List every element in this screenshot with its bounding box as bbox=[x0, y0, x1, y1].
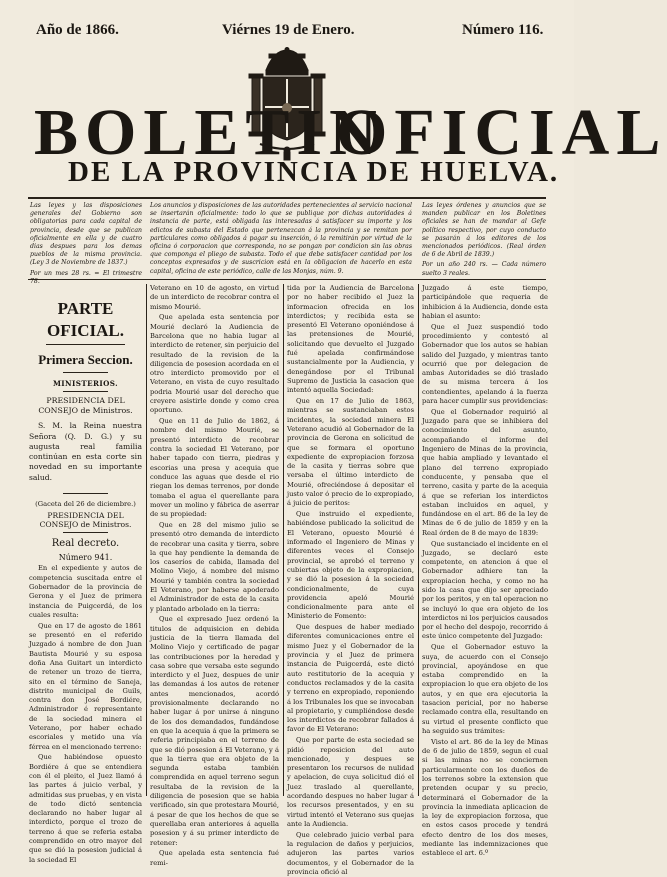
column-rule bbox=[283, 284, 284, 796]
paragraph: Que habiéndose opuesto Bordiére á que se entendiera con él el pleito, el Juez llamó á las partes á juicio verbal, y admitidas sus pruebas, y en vista de todo dictó sentencia declarando no haber lugar al interdicto, porque el trozo de terreno á que se referia estaba comprendido en otro mayor del que se dió la posesion judicial á la sociedad El bbox=[29, 753, 142, 864]
heading-primera-seccion: Primera Seccion. bbox=[38, 352, 133, 367]
paragraph: tida por la Audiencia de Barcelona por no haber recibido el Juez la informacion ofrecida en los interdictos; y recibida esta se presentó El Veterano oponiéndose á las pretensiones de Mourié, solicitando que devuelto el Juzgado fué apelada confirmándose sustancialmente por la Audiencia, y denegándose por el Tribunal Supremo de Justicia la casacion que intentó aquella Sociedad: bbox=[287, 284, 414, 395]
decree-number: Número 941. bbox=[58, 552, 113, 562]
heading-presidencia-2: PRESIDENCIA DEL CONSEJO de Ministros. bbox=[39, 510, 132, 530]
column-1 bbox=[29, 284, 142, 864]
paragraph: Que instruido el expediente, habiéndose publicado la solicitud de El Veterano, opuesto Mourié é informado el Ingeniero de Minas y diferentes veces el Consejo provincial, se aprobó el terreno y cubiertas objeto de la expropiacion, y se dió la posesion á la sociedad condicionalmente, de cuya providencia apeló Mourié condicionalmente para ante el Ministerio de Fomento: bbox=[287, 510, 414, 621]
heading-real-decreto: Real decreto. bbox=[51, 538, 120, 550]
masthead-orders-notice bbox=[422, 202, 546, 278]
subtitle-provincia: DE LA PROVINCIA DE HUELVA. bbox=[68, 156, 560, 188]
paragraph: Que en 28 del mismo julio se presentó otro demanda de interdicto de recobrar una casita y tierra, sobre la que hay pendiente la demanda de los caseríos de cabida, llamada del Molino Viejo, á nombre del mismo Mourié y también contra la sociedad El Veterano, por haberse apoderado el Administrador de esta de la casita y plantado arbolado en la tierra: bbox=[150, 520, 279, 613]
paragraph: Que el Juez suspendió todo procedimiento y contestó al Gobernador que los autos se habian salido del Juzgado, y mientras tanto ocurrió que por delegacion de ambas Autoridades se dió traslado de su misma tercera á los contendientes, apelando á la fuerza para hacer cumplir sus providencias: bbox=[422, 322, 548, 406]
title-oficial: OFICIAL bbox=[336, 96, 667, 169]
paragraph: En el expediente y autos de competencia suscitada entre el Gobernador de la provincia de Gerona y el Juez de primera instancia de Puigcerdá, de los cuales resulta: bbox=[29, 564, 142, 619]
masthead-laws-notice bbox=[30, 202, 142, 286]
paragraph: Juzgado á este tiempo, participándole que requeria de inhibicion á la Audiencia, donde esta habian el asunto: bbox=[422, 284, 548, 320]
divider bbox=[63, 493, 108, 494]
column-rule bbox=[418, 284, 419, 796]
paragraph: Que apelada esta sentencia por Mourié declaró la Audiencia de Barcelona que no habia lugar al interdicto de retener, sin perjuicio del resultado de la revision de la diligencia de posesion acordada en el otro interdicto promovido por el Veterano, en vista de cuyo resultado podria Mourié usar del derecho que creyere asistirle donde y como crea oportuno. bbox=[150, 313, 279, 415]
paragraph-royal-health: S. M. la Reina nuestra Señora (Q. D. G.) y su augusta real familia continúan en esta corte sin novedad en su importante salud. bbox=[29, 421, 142, 482]
divider bbox=[46, 344, 125, 345]
divider bbox=[63, 391, 108, 392]
masthead-price-month: Por un mes 28 rs. = El trimestre 78. bbox=[30, 269, 142, 285]
column-3 bbox=[287, 284, 414, 876]
column-4 bbox=[422, 284, 548, 858]
paragraph: Veterano en 10 de agosto, en virtud de un interdicto de recobrar contra el mismo Mourié. bbox=[150, 284, 279, 311]
paragraph: Que por parte de esta sociedad se pidió reposicion del auto mencionado, y despues se presentaron los recursos de nulidad y apelacion, de cuya solicitud dió el Juez traslado al querellante, acordando despues no haber lugar á los recursos presentados, y en su virtud intentó el Veterano sus quejas ante la Audiencia. bbox=[287, 736, 414, 828]
paragraph: Que el expresado Juez ordenó la titulos de adquisicion en debida justicia de la tierra llamada del Molino Viejo y certificado de pagar las contribuciones por la heredad y casa sobre que versaba este segundo interdicto y el Juez, despues de unir las demandas á los autos de retener antes mencionados, acordó provisionalmente declarando no haber lugar á por unirse á ninguno de los dos demandados, fundándose en que la acequia á que la primera se referia principiaba en el terreno de que se dió posesion á El Veterano, y á que la tierra que era objeto de la segunda estaba también comprendida en aquel terreno segun resultaba de la revision de la diligencia de posesion que se habia verificado, sin que protestara Mourié, á pesar de que los hechos de que se querellaba eran anteriores á aquella posesion y á su primer interdicto de retener: bbox=[150, 615, 279, 847]
gaceta-reference: (Gaceta del 26 de diciembre.) bbox=[35, 500, 136, 509]
divider bbox=[63, 532, 108, 533]
paragraph: Visto el art. 86 de la ley de Minas de 6 de julio de 1859, segun el cual si las minas no se conciernen particularmente con los dueños de los terrenos sobre la extension que pretenden ocupar y su precio, determinará el Gobernador de la provincia la inmediata aplicacion de la ley de expropiacion forzosa, que en estos casos procede y tendrá efecto dentro de los dos meses, mediante las indemnizaciones que establece el art. 6.º bbox=[422, 737, 548, 858]
paragraph: Que en 17 de Julio de 1863, mientras se sustanciaban estos incidentes, la sociedad minera El Veterano acudió al Gobernador de la provincia de Gerona en solicitud de que se formara el oportuno expediente de expropiacion forzosa de la casita y tierras sobre que versaba el último interdicto de Mourié, ofreciéndose á depositar el justo valor ó precio de lo expropiado, á juicio de peritos: bbox=[287, 397, 414, 508]
paragraph: Que apelada esta sentencia fué remi- bbox=[150, 849, 279, 867]
issue-date: Viérnes 19 de Enero. bbox=[222, 22, 355, 38]
issue-year: Año de 1866. bbox=[36, 22, 119, 38]
heading-ministerios: MINISTERIOS. bbox=[52, 379, 119, 388]
column-2 bbox=[150, 284, 279, 867]
issue-number: Número 116. bbox=[462, 22, 544, 38]
divider bbox=[63, 372, 108, 373]
masthead-laws-text: Las leyes y las disposiciones generales del Gobierno son obligatorias para cada capital de provincia, desde que se publican oficialmente en ella y de cuatro dias despues para los demas pueblos de la misma provincia. (Ley 3 de Noviembre de 1837.) bbox=[30, 202, 142, 267]
paragraph: Que celebrado juicio verbal para la regulacion de daños y perjuicios, adujeron las partes varios documentos, y el Gobernador de la provincia ofició al bbox=[287, 830, 414, 876]
heading-presidencia: PRESIDENCIA DEL CONSEJO de Ministros. bbox=[38, 396, 133, 416]
masthead-orders-text: Las leyes órdenes y anuncios que se manden publicar en los Boletines oficiales se han de mandar al Gefe político respectivo, por cuyo conducto se pasarán á los editores de los mencionados periódicos. (Real órden de 6 de Abril de 1839.) bbox=[422, 202, 546, 259]
masthead-top-rule bbox=[28, 197, 546, 199]
paragraph: Que el Gobernador estuvo la suya, de acuerdo con el Consejo provincial, apoyándose en que estaba comprendido en la expropiacion lo que era objeto de los autos, y en que era ejecutoria la tasacion pericial, por no haberse reclamado contra ella, resultando en su virtud el presente conflicto que ha seguido sus trámites: bbox=[422, 643, 548, 735]
column-rule bbox=[146, 284, 147, 796]
paragraph: Que despues de haber mediado diferentes comunicaciones entre el mismo Juez y el Gobernador de la provincia y el Juez de primera instancia de Puigcerdá, este dictó auto restitutorio de la acequia y conductos reclamados y de la casita y terreno en expropiado, reponiendo á los Tribunales los que se invocaban al propietario, y cumpliéndose desde los interdictos de recobrar fallados á favor de El Veterano: bbox=[287, 623, 414, 734]
heading-parte-oficial: PARTE OFICIAL. bbox=[47, 299, 124, 340]
masthead-price-year: Por un año 240 rs. — Cada número suelto 3 reales. bbox=[422, 261, 546, 277]
masthead-announcements-notice: Los anuncios y disposiciones de las autoridades pertenecientes al servicio nacional se insertarán oficialmente: todo lo que se publique por dichas autoridades á instancia de parte, está obligada las interesadas á satisfacer su importe y los edictos de subasta del Estado que pertenezcan á la provincia y se remitan por particulares como obligados á pagar su inserción, ó la remitirán por virtud de la oficina ó corporacion que corresponda, no se pongan por condicion sin las obras que componga el pliego de subasta. Todo el que debe satisfacer cantidad por los conceptos expresados y de suscricion está en la obligacion de hacerlo en esta capital, oficina de este periódico, calle de las Monjas, núm. 9. bbox=[150, 202, 412, 275]
paragraph: Que el Gobernador requirió al Juzgado para que se inhibiera del conocimiento del asunto, acompañando el informe del Ingeniero de Minas de la provincia, que habia ampliado y levantado el plano del terreno expropiado conducente, y pensaba que el terreno, casita y parte de la acequia á que se referian los interdictos estaban incluidos en aquel, y fundándose en el art. 86 de la ley de Minas de 6 de julio de 1859 y en la Real órden de 8 de mayo de 1839: bbox=[422, 407, 548, 537]
title-boletin: BOLETIN bbox=[34, 96, 384, 169]
paragraph: Que en 17 de agosto de 1861 se presentó en el referido Juzgado á nombre de don Juan Bautista Mourié y su esposa doña Ana Guitart un interdicto de retener un trozo de tierra, sito en el término de Saneja, distrito municipal de Guils, contra don José Bordiére, Administrador é representante de la sociedad minera el Veterano, por haber echado escoriales y metido una vía férrea en el mencionado terreno: bbox=[29, 621, 142, 751]
paragraph: Que sustanciado el incidente en el Juzgado, se declaró este competente, en atencion á que el Gobernador adhiere tan la expropiacion hecha, y como no ha sido la casa que dijo ser apreciado por los peritos, y en tal operacion no se incluyó lo que era objeto de los interdictos ni los perjuicios causados por el hecho del despojo, recorrido á este único competente del Juzgado: bbox=[422, 539, 548, 641]
paragraph: Que en 11 de Julio de 1862, á nombre del mismo Mourié, se presentó interdicto de recobrar contra la sociedad El Veterano, por haber tapado con tierra, piedras y escorias una presa y acequia que conduce las aguas que desde el rio riegan los demas terrenos, por donde tomaba el agua el querellante para mover un molino y fábrica de aserrar de su propiedad: bbox=[150, 417, 279, 519]
